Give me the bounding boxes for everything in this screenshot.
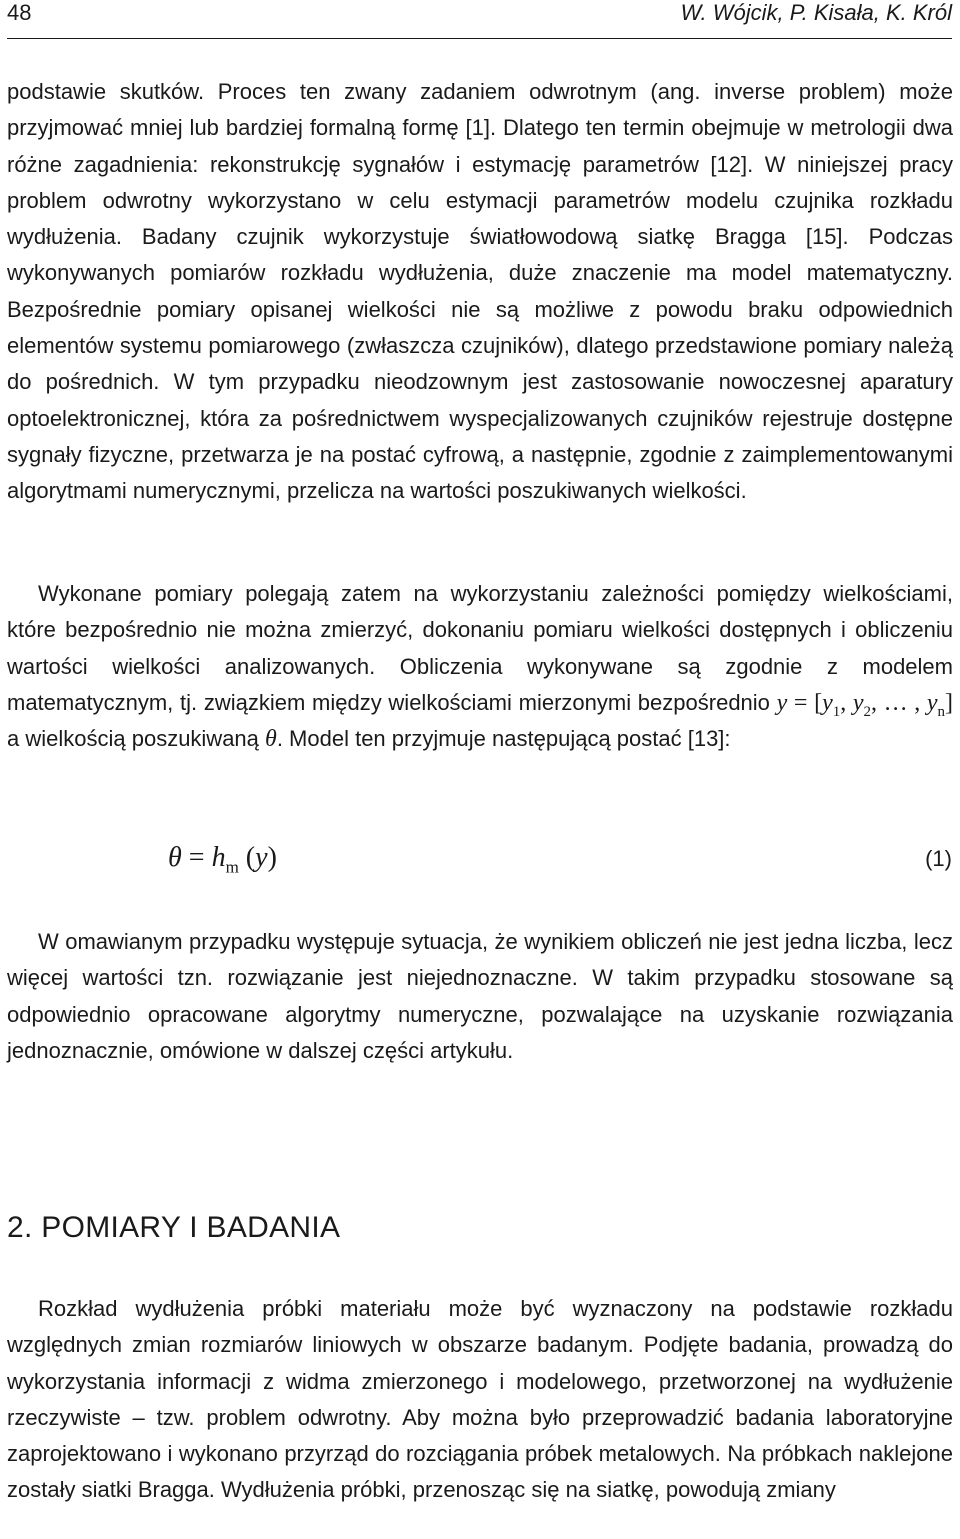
body-paragraph-4: Rozkład wydłużenia próbki materiału może być wyznaczony na podstawie rozkładu względnych zmian rozmiarów liniowych w obszarze badanym. Podjęte badania, prowadzą do wykorzystania informacji z widma zmierzonego i modelowego, przetworzonej na wydłużenie rzeczywiste – tzw. problem odwrotny. Aby można było przeprowadzić badania laboratoryjne zaprojektowano i wykonano przyrząd do rozciągania próbek metalowych. Na próbkach naklejone zostały siatki Bragga. Wydłużenia próbki, przenosząc się na siatkę, powodują zmiany [7, 1296, 953, 1503]
equation-close-paren: ) [267, 842, 277, 873]
body-paragraph-1: podstawie skutków. Proces ten zwany zadaniem odwrotnym (ang. inverse problem) może przyjmować mniej lub bardziej formalną formę [1]. Dlatego ten termin obejmuje w metrologii dwa różne zagadnienia: rekonstrukcję sygnałów i estymację parametrów [12]. W niniejszej pracy problem odwrotny wykorzystano w celu estymacji parametrów modelu czujnika rozkładu wydłużenia. Badany czujnik wykorzystuje światłowodową siatkę Bragga [15]. Podczas wykonywanych pomiarów rozkładu wydłużenia, duże znaczenie ma model matematyczny. Bezpośrednie pomiary opisanej wielkości nie są możliwe z powodu braku odpowiednich elementów systemu pomiarowego (zwłaszcza czujników), dlatego przedstawione pomiary należą do pośrednich. W tym przypadku nieodzownym jest zastosowanie nowoczesnej aparatury optoelektronicznej, która za pośrednictwem wyspecjalizowanych czujników rejestruje dostępne sygnały fizyczne, przetwarza je na postać cyfrową, a następnie, zgodnie z zaimplementowanymi algorytmami numerycznymi, przelicza na wartości poszukiwanych wielkości. [7, 79, 953, 504]
header-authors: W. Wójcik, P. Kisała, K. Król [680, 0, 952, 25]
math-yn-base: y [926, 689, 938, 716]
page-number: 48 [7, 0, 32, 25]
equation-open-paren: ( [238, 842, 256, 873]
paragraph-2-end: . Model ten przyjmuje następującą postać [13]: [276, 726, 731, 752]
paragraph-2-text: Wykonane pomiary polegają zatem na wykorzystaniu zależności pomiędzy wielkościami, które bezpośrednio nie można zmierzyć, dokonaniu pomiaru wielkości dostępnych i obliczeniu wartości wielkości analizowanych. Obliczenia wykonywane są zgodnie z modelem matematycznym, tj. związkiem między wielkościami mierzonymi bezpośrednio [7, 581, 953, 715]
math-y1-base: y [822, 689, 833, 716]
inline-math-theta: θ [265, 726, 277, 753]
inline-math-ellipsis: , … , [871, 689, 927, 716]
math-y1-subscript: 1 [832, 703, 841, 720]
math-y2-subscript: 2 [863, 703, 872, 720]
equation-y: y [255, 842, 268, 873]
inline-math-y2 [852, 689, 872, 720]
paragraph-2-continuation: a wielkością poszukiwaną [7, 726, 259, 752]
inline-math-close-bracket: ] [945, 689, 954, 716]
inline-math-comma: , [840, 689, 853, 716]
inline-math-equals: = [ [787, 689, 823, 716]
inline-math-y1 [822, 689, 841, 720]
body-paragraph-3: W omawianym przypadku występuje sytuacja, że wynikiem obliczeń nie jest jedna liczba, lecz więcej wartości tzn. rozwiązanie jest niejednoznaczne. W takim przypadku stosowane są odpowiednio opracowane algorytmy numeryczne, pozwalające na uzyskanie rozwiązania jednoznacznie, omówione w dalszej części artykułu. [7, 929, 953, 1063]
math-y2-base: y [852, 689, 864, 716]
header-rule [7, 38, 952, 39]
section-heading: 2. POMIARY I BADANIA [7, 1211, 341, 1244]
equation-1 [168, 838, 277, 878]
equation-equals: = [181, 842, 212, 873]
equation-h: h [211, 842, 226, 873]
body-paragraph-2 [7, 576, 953, 757]
inline-math-y: y [776, 689, 788, 716]
running-header [7, 0, 952, 28]
math-yn-subscript: n [937, 703, 946, 720]
inline-math-yn [926, 689, 946, 720]
equation-theta: θ [168, 842, 182, 873]
equation-subscript-m: m [225, 857, 239, 877]
equation-number: (1) [925, 846, 952, 871]
